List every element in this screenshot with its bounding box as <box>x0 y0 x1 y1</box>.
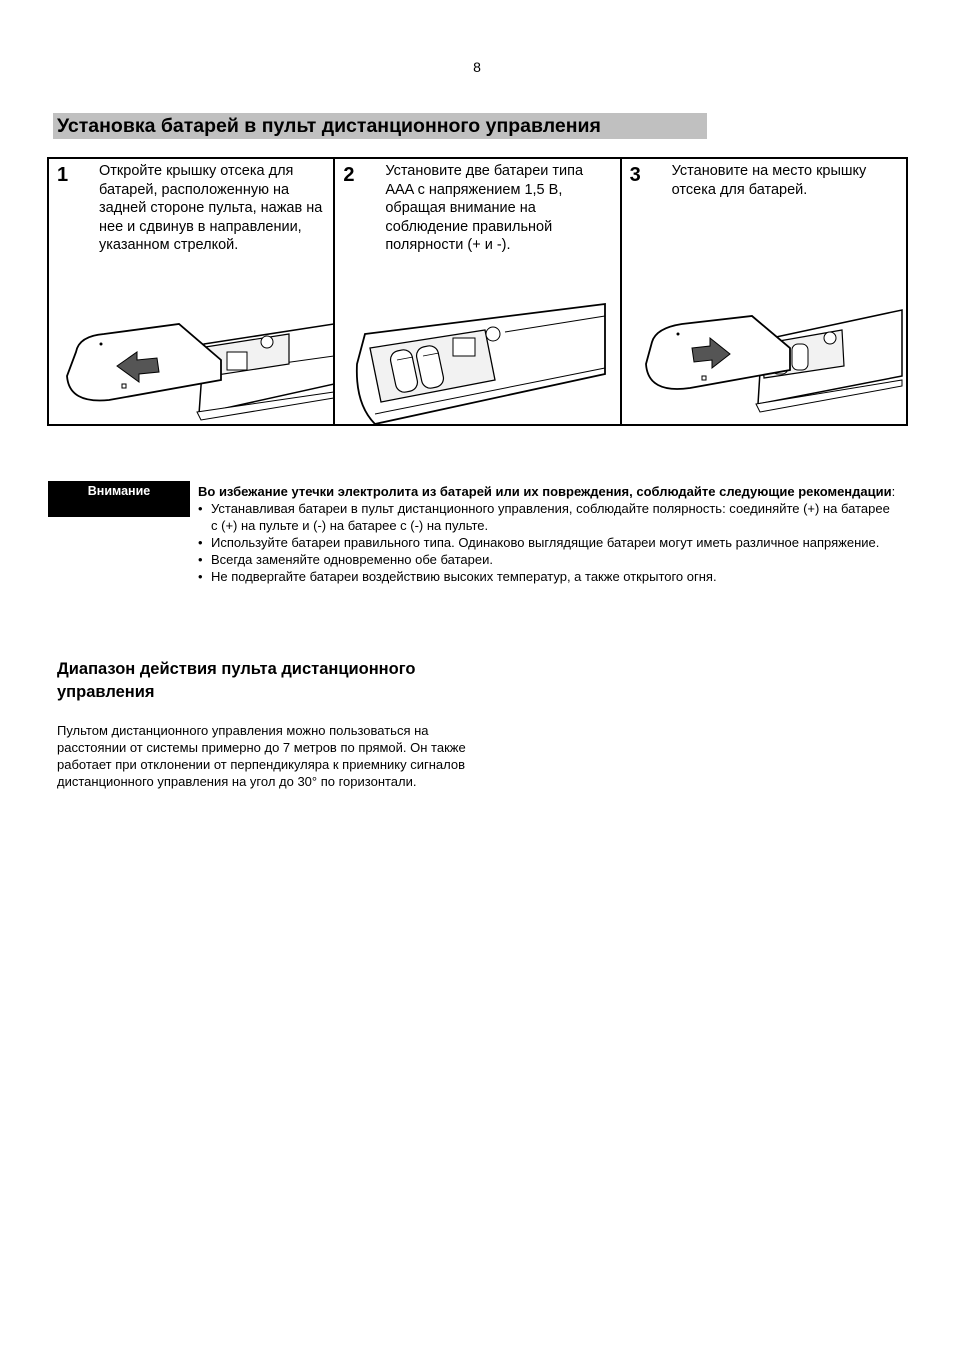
batteries-inserted-illustration <box>335 264 619 424</box>
list-item: • Не подвергайте батареи воздействию высоких температур, а также открытого огня. <box>198 568 898 585</box>
list-item: • Всегда заменяйте одновременно обе батареи. <box>198 551 898 568</box>
warning-heading-text: Во избежание утечки электролита из батарей или их повреждения, соблюдайте следующие рекомендации <box>198 484 892 499</box>
page-number: 8 <box>473 59 481 75</box>
warning-heading-colon: : <box>891 484 896 499</box>
warning-body <box>198 483 898 585</box>
step-text: Откройте крышку отсека для батарей, расположенную на задней стороне пульта, нажав на нее и сдвинув в направлении, указанном стрелкой. <box>99 163 323 254</box>
step-2 <box>333 159 619 424</box>
range-body: Пультом дистанционного управления можно пользоваться на расстоянии от системы примерно до 7 метров по прямой. Он также работает при отклонении от перпендикуляра к приемнику сигналов дистанционного управления на угол до 30° по горизонтали. <box>57 723 466 789</box>
step-number: 1 <box>57 164 69 186</box>
step-1 <box>49 159 333 424</box>
warning-heading <box>198 483 898 500</box>
remote-cover-removing-illustration <box>49 264 333 424</box>
range-title: Диапазон действия пульта дистанционного управления <box>57 660 416 701</box>
list-item: • Устанавливая батареи в пульт дистанционного управления, соблюдайте полярность: соединяйте (+) на батарее с (+) на пульте и (-) на батарее с (-) на пульте. <box>198 500 898 534</box>
remote-cover-closing-illustration <box>622 264 906 424</box>
list-item: • Используйте батареи правильного типа. Одинаково выглядящие батареи могут иметь различное напряжение. <box>198 534 898 551</box>
step-text: Установите на место крышку отсека для батарей. <box>671 163 867 198</box>
step-text: Установите две батареи типа AAA с напряжением 1,5 В, обращая внимание на соблюдение правильной полярности (+ и -). <box>385 163 584 254</box>
step-3 <box>620 159 906 424</box>
step-number: 3 <box>629 164 641 186</box>
section-title: Установка батарей в пульт дистанционного управления <box>53 113 707 139</box>
step-number: 2 <box>343 164 355 186</box>
warning-label: Внимание <box>48 481 190 517</box>
steps-table <box>47 157 908 426</box>
warning-list <box>198 500 898 585</box>
